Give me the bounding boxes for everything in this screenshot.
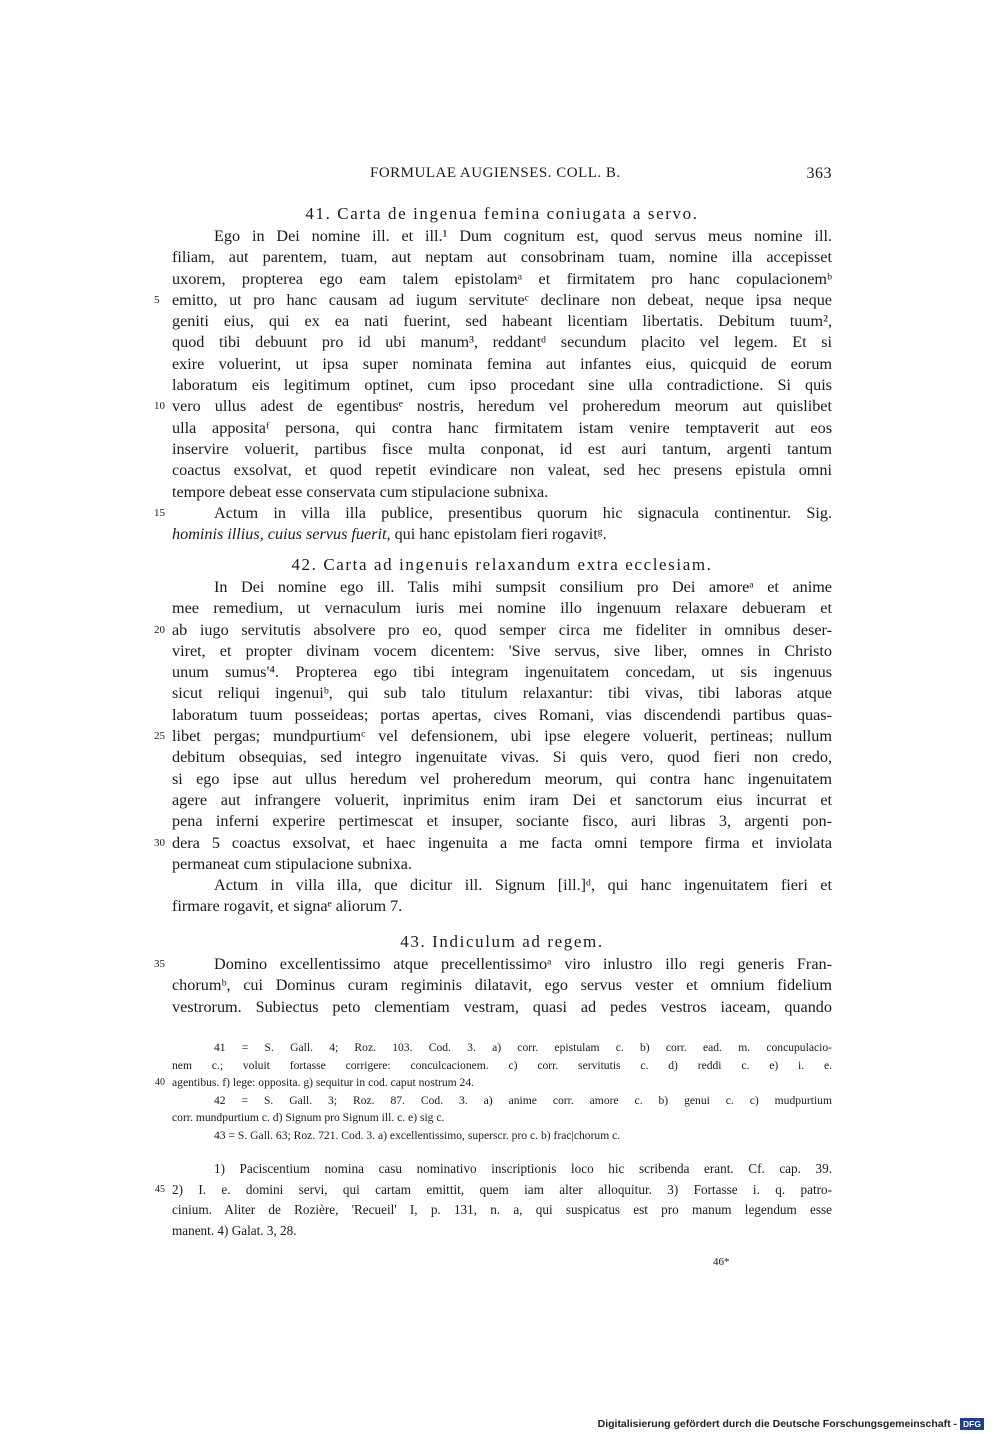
- text-line: uxorem, propterea ego eam talem epistolamᵃ et firmitatem pro hanc copulacionemᵇ: [172, 269, 832, 288]
- line-number: 30: [154, 836, 165, 849]
- italic-text: hominis illius, cuius servus fuerit,: [172, 525, 391, 544]
- apparatus-line: [172, 1092, 832, 1110]
- apparatus-head: 43 = S. Gall. 63; Roz. 721. Cod. 3.: [214, 1128, 376, 1142]
- footnote-line: cinium. Aliter de Rozière, 'Recueil' I, p. 131, n. a, qui suspicatus est pro manum legendum esse: [172, 1202, 832, 1217]
- text-line: vestrorum. Subiectus peto clementiam vestram, quasi ad pedes vestros iaceam, quando: [172, 997, 832, 1016]
- digitization-note: Digitalisierung gefördert durch die Deutsche Forschungsgemeinschaft -: [597, 1418, 957, 1430]
- text-line: quod tibi debuunt pro id ubi manum³, reddantᵈ secundum placito vel legem. Et si: [172, 333, 832, 352]
- text-line: Actum in villa illa, que dicitur ill. Signum [ill.]ᵈ, qui hanc ingenuitatem fieri et: [214, 876, 832, 895]
- section-41: [154, 202, 832, 545]
- text-line: mee remedium, ut vernaculum iuris mei nomine illo ingenuum relaxare debueram et: [172, 599, 832, 618]
- text-line: [172, 524, 832, 545]
- line-text: dera 5 coactus exsolvat, et haec ingenuita a me facta omni tempore firma et inviolata: [172, 833, 832, 852]
- line-text: ab iugo servitutis absolvere pro eo, quod semper circa me fideliter in omnibus deser-: [172, 620, 832, 639]
- running-header: [172, 165, 832, 187]
- apparatus-text: a) corr. epistulam c. b) corr. ead. m. concupulacio-: [492, 1041, 832, 1054]
- footnote-line: manent. 4) Galat. 3, 28.: [172, 1222, 297, 1238]
- line-number: 45: [155, 1183, 165, 1195]
- running-title: FORMULAE AUGIENSES. COLL. B.: [370, 165, 621, 181]
- text-line: [154, 726, 832, 747]
- section-title: 41. Carta de ingenua femina coniugata a servo.: [305, 204, 699, 223]
- text-line: agere aut infrangere voluerit, inprimitus enim iram Dei et sanctorum eius incurrat et: [172, 790, 832, 809]
- line-number: 15: [154, 506, 165, 519]
- text-line: exire voluerint, ut ipsa super nominata femina aut infantes eius, quicquid de eorum: [172, 354, 832, 373]
- apparatus-text: a) anime corr. amore c. b) genui c. c) mudpurtium: [483, 1093, 832, 1107]
- apparatus-line: corr. mundpurtium c. d) Signum pro Signum ill. c. e) sig c.: [172, 1111, 445, 1125]
- line-number: 35: [154, 958, 165, 970]
- text-line: filiam, aut parentem, tuam, aut neptam aut consobrinam tuam, nomine illa accepisset: [172, 248, 832, 267]
- text-line: ulla appositaᶠ persona, qui contra hanc firmitatem istam venire temptaverit aut eos: [172, 418, 832, 437]
- line-number: 5: [154, 293, 160, 306]
- line-number: 40: [155, 1077, 165, 1089]
- line-number: 10: [154, 400, 165, 413]
- footnotes: [155, 1159, 832, 1241]
- line-text: Domino excellentissimo atque precellentissimoᵃ viro inlustro illo regi generis Fran-: [214, 955, 832, 973]
- digitization-banner: [598, 1417, 984, 1431]
- text-line: Ego in Dei nomine ill. et ill.¹ Dum cognitum est, quod servus meus nomine ill.: [214, 227, 832, 245]
- line-text: Actum in villa illa publice, presentibus quorum hic signacula continentur. Sig.: [214, 503, 832, 522]
- footnote-line: 1) Paciscentium nomina casu nominativo inscriptionis loco hic scribenda erant. Cf. cap. 39.: [214, 1161, 832, 1176]
- text-line: [154, 954, 832, 975]
- footnote-text: 2) I. e. domini servi, qui cartam emittit, quem iam alter alloquitur. 3) Fortasse i. q. patro-: [172, 1181, 832, 1197]
- text-line: firmare rogavit, et signaᵉ aliorum 7.: [172, 897, 403, 916]
- text-line: [154, 503, 832, 524]
- text-line: coactus exsolvat, et quod repetit evindicare non valeat, sed hec presens epistula omni: [172, 461, 832, 480]
- text-line: geniti eius, qui ex ea nati fuerint, sed habeant licentiam libertatis. Debitum tuum²,: [172, 312, 832, 331]
- dfg-logo: DFG: [960, 1418, 984, 1430]
- line-number: 25: [154, 730, 165, 743]
- text-line: In Dei nomine ego ill. Talis mihi sumpsit consilium pro Dei amoreᵃ et anime: [214, 578, 832, 596]
- apparatus-head: 42 = S. Gall. 3; Roz. 87. Cod. 3.: [214, 1093, 468, 1107]
- apparatus-head: 41 = S. Gall. 4; Roz. 103. Cod. 3.: [214, 1041, 476, 1054]
- footnote-line: [155, 1180, 832, 1201]
- section-title: 42. Carta ad ingenuis relaxandum extra ecclesiam.: [291, 555, 713, 574]
- text-line: [154, 833, 832, 854]
- apparatus-text: a) excellentissimo, superscr. pro c. b) frac|chorum c.: [378, 1128, 621, 1142]
- section-43: [154, 930, 832, 1018]
- text-line: permaneat cum stipulacione subnixa.: [172, 854, 413, 873]
- text-line: laboratum eis legitimum optinet, cum ipso procedant sine ulla contradictione. Si quis: [172, 376, 832, 395]
- apparatus-line: [155, 1074, 832, 1092]
- section-title: 43. Indiculum ad regem.: [400, 932, 604, 951]
- line-text: libet pergas; mundpurtiumᶜ vel defensionem, ubi ipse elegere voluerit, pertineas; nullum: [172, 727, 832, 746]
- section-42: [154, 553, 832, 918]
- text-line: debitum obsequias, sed integro ingenuitate vivas. Si quis vero, quod fieri non credo,: [172, 748, 832, 767]
- apparatus-line: [172, 1127, 832, 1145]
- text-line: si ego ipse aut ullus heredum vel proheredum meorum, qui contra hanc ingenuitatem: [172, 769, 832, 788]
- text-line: [154, 396, 832, 417]
- apparatus-text: agentibus. f) lege: opposita. g) sequitur in cod. caput nostrum 24.: [172, 1076, 475, 1090]
- page-number: 363: [806, 165, 832, 182]
- line-text: qui hanc epistolam fieri rogavitᵍ.: [390, 525, 607, 544]
- signature-mark: 46*: [713, 1256, 730, 1268]
- text-line: chorumᵇ, cui Dominus curam regiminis dilatavit, ego servus vester et omnium fidelium: [172, 976, 832, 995]
- text-line: inservire voluerit, partibus fisce multa conponat, id est auri tantum, argenti tantum: [172, 439, 832, 458]
- text-line: sicut reliqui ingenuiᵇ, qui sub talo titulum relaxantur: tibi vivas, tibi laboras atque: [172, 684, 832, 703]
- text-line: [154, 620, 832, 641]
- text-line: unum sumus'⁴. Propterea ego tibi integram ingenuitatem concedam, ut sis ingenuus: [172, 663, 832, 682]
- text-line: tempore debeat esse conservata cum stipulacione subnixa.: [172, 482, 549, 501]
- text-line: laboratum tuum posseideas; portas apertas, cives Romani, vias discendendi partibus quas-: [172, 705, 832, 724]
- line-text: vero ullus adest de egentibusᵉ nostris, heredum vel proheredum meorum aut quislibet: [172, 397, 832, 416]
- apparatus-line: [172, 1039, 832, 1057]
- critical-apparatus: [155, 1039, 832, 1145]
- line-text: emitto, ut pro hanc causam ad iugum servituteᶜ declinare non debeat, neque ipsa neque: [172, 290, 832, 309]
- text-line: [154, 290, 832, 311]
- line-number: 20: [154, 623, 165, 636]
- apparatus-line: nem c.; voluit fortasse corrigere: conculcacionem. c) corr. servitutis c. d) reddi c. e) i. e.: [172, 1058, 832, 1072]
- text-line: viret, et propter divinam vocem dicentem: 'Sive servus, sive liber, omnes in Christo: [172, 641, 832, 660]
- text-line: pena inferni experire pertimescat et insuper, sociante fisco, auri libras 3, argenti pon-: [172, 812, 832, 831]
